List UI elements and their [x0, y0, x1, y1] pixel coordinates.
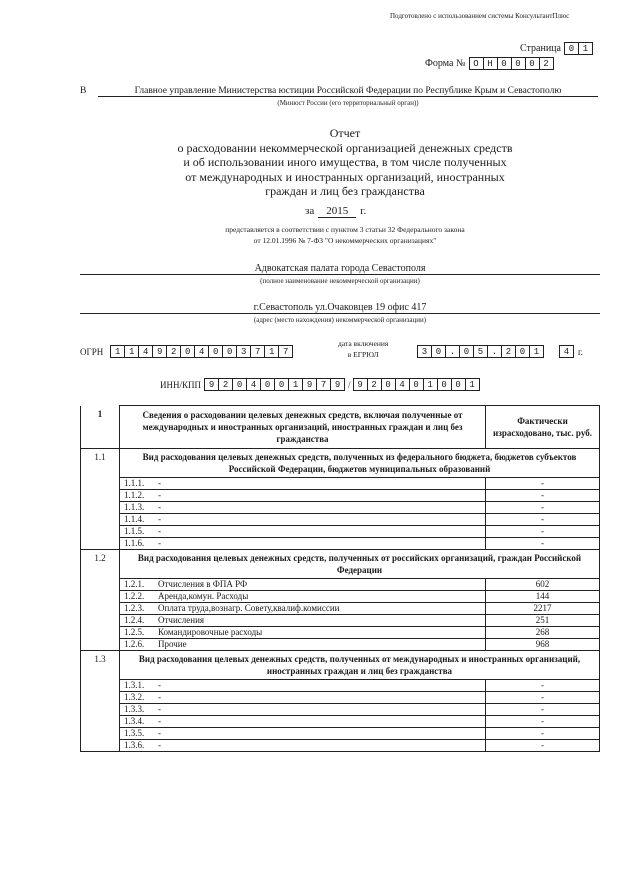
ogrn-label: ОГРН	[80, 346, 104, 357]
row-value: 144	[486, 591, 600, 603]
table-row	[81, 728, 600, 740]
section-title: Вид расходования целевых денежных средств, полученных из федерального бюджета, бюджетов субъектов Российской Федерации, бюджетов муниципальных образований	[120, 449, 600, 478]
row-code: 1.3.6.	[124, 740, 145, 750]
row-code: 1.1.5.	[124, 526, 145, 536]
digit-cell: 1	[124, 345, 139, 358]
digit-cell: 9	[330, 378, 345, 391]
row-label	[120, 716, 486, 728]
period-year: 2015	[318, 205, 356, 218]
digit-cell: 9	[302, 378, 317, 391]
digit-cell: 9	[204, 378, 219, 391]
digit-cell: 4	[138, 345, 153, 358]
org-address: г.Севастополь ул.Очаковцев 19 офис 417	[80, 302, 600, 314]
digit-cell: 2	[218, 378, 233, 391]
table-row	[81, 716, 600, 728]
table-row	[81, 680, 600, 692]
page-label: Страница	[520, 43, 561, 54]
row-text: -	[158, 704, 161, 714]
row-label	[120, 490, 486, 502]
row-text: Прочие	[158, 639, 187, 649]
recipient-prefix: В	[80, 86, 87, 96]
table-row	[81, 538, 600, 550]
ogrn-field	[80, 345, 293, 358]
title-line: Отчет	[329, 126, 361, 140]
section-title: Вид расходования целевых денежных средств, полученных от международных и иностранных организаций, иностранных граждан и лиц без гражданства	[120, 651, 600, 680]
row-label	[120, 692, 486, 704]
digit-cell: О	[469, 57, 484, 70]
egrul-label-line: дата включения	[338, 339, 389, 348]
digit-cell: .	[445, 345, 460, 358]
digit-cell: 9	[152, 345, 167, 358]
row-label	[120, 639, 486, 651]
digit-cell: 0	[274, 378, 289, 391]
row-value: -	[486, 692, 600, 704]
row-code: 1.3.4.	[124, 716, 145, 726]
row-text: Аренда,комун. Расходы	[158, 591, 249, 601]
row-text: -	[158, 478, 161, 488]
title-line: и об использовании иного имущества, в том числе полученных	[183, 155, 507, 169]
row-value: -	[486, 538, 600, 550]
page-number-box	[520, 42, 593, 55]
digit-cell: 0	[381, 378, 396, 391]
row-code: 1.3.2.	[124, 692, 145, 702]
digit-cell: 4	[246, 378, 261, 391]
row-code: 1.3.3.	[124, 704, 145, 714]
row-value: -	[486, 704, 600, 716]
table-row	[81, 579, 600, 591]
inn-digits	[205, 378, 345, 391]
section-number: 1.1	[81, 449, 120, 550]
section-header-row	[81, 449, 600, 478]
table-row	[81, 591, 600, 603]
table-row	[81, 603, 600, 615]
row-text: -	[158, 716, 161, 726]
digit-cell: 7	[316, 378, 331, 391]
row-label	[120, 615, 486, 627]
egrul-suffix: г.	[578, 346, 583, 357]
row-code: 1.2.6.	[124, 639, 145, 649]
org-caption: (полное наименование некоммерческой организации)	[260, 277, 420, 285]
row-label	[120, 579, 486, 591]
section-title: Вид расходования целевых денежных средств, полученных от российских организаций, граждан Российской Федерации	[120, 550, 600, 579]
table-row	[81, 526, 600, 538]
digit-cell: 0	[497, 57, 512, 70]
row-code: 1.1.3.	[124, 502, 145, 512]
row-text: -	[158, 728, 161, 738]
digit-cell: 2	[166, 345, 181, 358]
digit-cell: 0	[222, 345, 237, 358]
row-label	[120, 526, 486, 538]
row-value: 268	[486, 627, 600, 639]
row-code: 1.1.4.	[124, 514, 145, 524]
inn-kpp-separator: /	[348, 379, 351, 390]
table-row	[81, 740, 600, 752]
recipient-name: Главное управление Министерства юстиции Российской Федерации по Республике Крым и Севастополю	[98, 86, 598, 97]
page-digits	[565, 42, 593, 55]
section-number: 1.3	[81, 651, 120, 752]
egrul-date-digits	[418, 345, 544, 358]
row-code: 1.2.1.	[124, 579, 145, 589]
digit-cell: 3	[417, 345, 432, 358]
digit-cell: 1	[288, 378, 303, 391]
digit-cell: 5	[473, 345, 488, 358]
row-code: 1.3.1.	[124, 680, 145, 690]
kpp-digits	[354, 378, 480, 391]
row-text: -	[158, 538, 161, 548]
row-code: 1.3.5.	[124, 728, 145, 738]
row-text: -	[158, 490, 161, 500]
digit-cell: 1	[264, 345, 279, 358]
digit-cell: 0	[180, 345, 195, 358]
digit-cell: 7	[250, 345, 265, 358]
digit-cell: 1	[578, 42, 593, 55]
report-title	[120, 126, 570, 199]
form-label: Форма №	[425, 58, 466, 69]
row-text: -	[158, 680, 161, 690]
ogrn-digits	[111, 345, 293, 358]
row-label	[120, 538, 486, 550]
period-suffix: г.	[360, 205, 367, 217]
row-value: 602	[486, 579, 600, 591]
basis-line: от 12.01.1996 № 7-ФЗ "О некоммерческих организациях"	[253, 236, 437, 245]
row-text: Отчисления в ФПА РФ	[158, 579, 248, 589]
digit-cell: 0	[525, 57, 540, 70]
row-text: -	[158, 692, 161, 702]
digit-cell: 9	[353, 378, 368, 391]
row-value: -	[486, 740, 600, 752]
egrul-date	[418, 345, 583, 358]
row-value: -	[486, 716, 600, 728]
digit-cell: 4	[194, 345, 209, 358]
digit-cell: 0	[515, 345, 530, 358]
digit-cell: .	[487, 345, 502, 358]
row-text: -	[158, 526, 161, 536]
row-value: -	[486, 478, 600, 490]
row-code: 1.2.5.	[124, 627, 145, 637]
table-row	[81, 704, 600, 716]
egrul-last-digit	[560, 345, 574, 358]
row-text: -	[158, 514, 161, 524]
row-value: 2217	[486, 603, 600, 615]
digit-cell: 7	[278, 345, 293, 358]
row-text: -	[158, 740, 161, 750]
row-label	[120, 680, 486, 692]
row-label	[120, 478, 486, 490]
section-number: 1.2	[81, 550, 120, 651]
legal-basis	[150, 224, 540, 246]
table-header-row	[81, 406, 600, 449]
digit-cell: 0	[431, 345, 446, 358]
row-text: Оплата труда,вознагр. Совету,квалиф.комиссии	[158, 603, 340, 613]
recipient-caption: (Минюст России (его территориальный орган))	[277, 99, 419, 107]
table-row	[81, 502, 600, 514]
egrul-digit-cell: 4	[559, 345, 574, 358]
row-code: 1.2.2.	[124, 591, 145, 601]
address-caption: (адрес (место нахождения) некоммерческой организации)	[253, 316, 427, 324]
digit-cell: 1	[529, 345, 544, 358]
period-prefix: за	[305, 205, 315, 217]
org-name: Адвокатская палата города Севастополя	[80, 263, 600, 275]
egrul-label-line: в ЕГРЮЛ	[347, 350, 379, 359]
row-label	[120, 591, 486, 603]
table-row	[81, 490, 600, 502]
digit-cell: 0	[511, 57, 526, 70]
digit-cell: 0	[260, 378, 275, 391]
digit-cell: 0	[451, 378, 466, 391]
row-code: 1.1.1.	[124, 478, 145, 488]
table-row	[81, 692, 600, 704]
report-period	[305, 205, 366, 218]
row-label	[120, 514, 486, 526]
title-line: о расходовании некоммерческой организацией денежных средств	[177, 140, 513, 155]
digit-cell: 2	[367, 378, 382, 391]
row-text: -	[158, 502, 161, 512]
row-text: Командировочные расходы	[158, 627, 263, 637]
row-label	[120, 728, 486, 740]
digit-cell: 1	[423, 378, 438, 391]
title-line: граждан и лиц без гражданства	[265, 184, 425, 198]
row-label	[120, 704, 486, 716]
digit-cell: 0	[232, 378, 247, 391]
row-text: Отчисления	[158, 615, 205, 625]
row-code: 1.1.6.	[124, 538, 145, 548]
row-code: 1.2.3.	[124, 603, 145, 613]
row-value: 968	[486, 639, 600, 651]
header-value: Фактически израсходовано, тыс. руб.	[486, 406, 600, 449]
digit-cell: 0	[564, 42, 579, 55]
row-value: -	[486, 728, 600, 740]
header-num: 1	[81, 406, 120, 449]
row-value: -	[486, 526, 600, 538]
basis-line: представляется в соответствии с пунктом 3 статьи 32 Федерального закона	[225, 225, 465, 234]
table-row	[81, 627, 600, 639]
digit-cell: Н	[483, 57, 498, 70]
digit-cell: 0	[437, 378, 452, 391]
table-row	[81, 615, 600, 627]
form-digits	[470, 57, 554, 70]
digit-cell: 2	[501, 345, 516, 358]
header-text: Сведения о расходовании целевых денежных средств, включая полученные от международных и иностранных организаций, иностранных граждан и лиц без гражданства	[120, 406, 486, 449]
row-label	[120, 603, 486, 615]
section-header-row	[81, 651, 600, 680]
row-value: -	[486, 502, 600, 514]
row-code: 1.1.2.	[124, 490, 145, 500]
digit-cell: 3	[236, 345, 251, 358]
digit-cell: 0	[208, 345, 223, 358]
digit-cell: 4	[395, 378, 410, 391]
form-number-box	[425, 57, 554, 70]
row-value: 251	[486, 615, 600, 627]
table-row	[81, 639, 600, 651]
digit-cell: 0	[459, 345, 474, 358]
row-value: -	[486, 514, 600, 526]
digit-cell: 0	[409, 378, 424, 391]
row-label	[120, 627, 486, 639]
row-value: -	[486, 490, 600, 502]
row-value: -	[486, 680, 600, 692]
digit-cell: 1	[465, 378, 480, 391]
section-header-row	[81, 550, 600, 579]
digit-cell: 2	[539, 57, 554, 70]
inn-kpp-field	[160, 378, 480, 391]
table-row	[81, 514, 600, 526]
row-code: 1.2.4.	[124, 615, 145, 625]
row-label	[120, 502, 486, 514]
title-line: от международных и иностранных организаций, иностранных	[185, 169, 505, 184]
table-row	[81, 478, 600, 490]
header-note: Подготовлено с использованием системы КонсультантПлюс	[390, 12, 570, 20]
egrul-label	[338, 338, 388, 360]
inn-kpp-label: ИНН/КПП	[160, 379, 202, 390]
row-label	[120, 740, 486, 752]
expenses-table	[80, 405, 600, 752]
digit-cell: 1	[110, 345, 125, 358]
